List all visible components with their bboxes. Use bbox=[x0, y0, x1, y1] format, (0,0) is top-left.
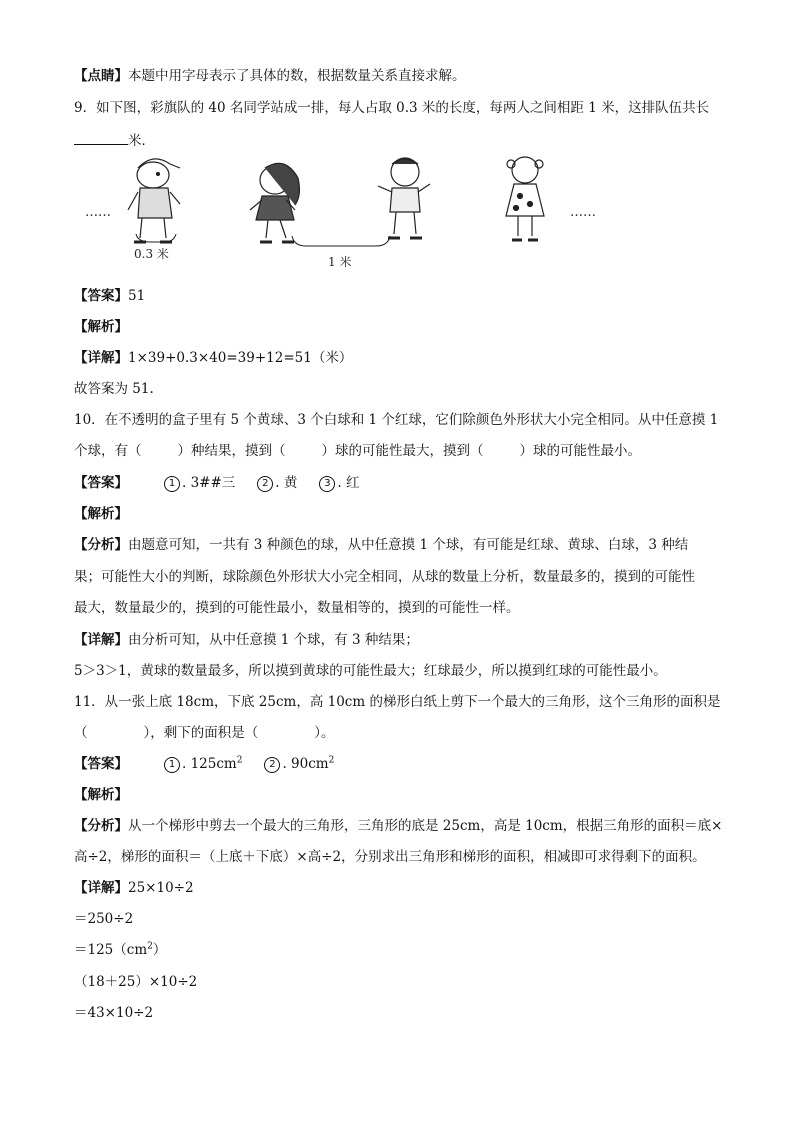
q11-detail-3-close: ） bbox=[152, 942, 167, 958]
superscript: 2 bbox=[236, 755, 243, 766]
q11-jiexi: 【解析】 bbox=[74, 787, 128, 803]
q9-figure bbox=[80, 150, 620, 280]
analysis-tag: 【分析】 bbox=[74, 537, 128, 553]
q10-analysis-1 bbox=[74, 535, 688, 555]
q11-analysis-1 bbox=[74, 816, 722, 836]
answer-tag: 【答案】 bbox=[74, 756, 128, 772]
q10-stem-part-c: ）球的可能性最大，摸到（ bbox=[321, 443, 484, 459]
circled-number: 3 bbox=[319, 476, 335, 492]
q11-analysis-2: 高÷2，梯形的面积＝（上底＋下底）×高÷2，分别求出三角形和梯形的面积，相减即可求得剩下的面积。 bbox=[74, 849, 706, 865]
q9-stem: 9．如下图，彩旗队的 40 名同学站成一排，每人占取 0.3 米的长度，每两人之间相距 1 米，这排队伍共长 bbox=[74, 100, 710, 116]
q10-answer bbox=[74, 473, 359, 493]
q11-stem-2 bbox=[74, 723, 335, 743]
label-width: 0.3 米 bbox=[134, 247, 169, 261]
q10-answer-1: . 3##三 bbox=[182, 475, 236, 491]
answer-tag: 【答案】 bbox=[74, 288, 128, 304]
q9-answer-value: 51 bbox=[128, 288, 146, 304]
q10-stem-part-b: ）种结果，摸到（ bbox=[177, 443, 286, 459]
q11-stem-part-c: ）。 bbox=[314, 725, 335, 741]
q9-blank bbox=[74, 130, 128, 145]
q11-detail-3 bbox=[74, 940, 166, 960]
student-girl-dress bbox=[506, 157, 544, 240]
q10-detail-text: 由分析可知，从中任意摸 1 个球，有 3 种结果； bbox=[128, 632, 419, 648]
q11-analysis-text-1: 从一个梯形中剪去一个最大的三角形，三角形的底是 25cm，高是 10cm，根据三角形的面积＝底× bbox=[128, 818, 723, 834]
width-bracket bbox=[136, 234, 176, 242]
label-gap: 1 米 bbox=[328, 255, 352, 269]
q10-answer-3: . 红 bbox=[337, 475, 360, 491]
circled-number: 1 bbox=[164, 757, 180, 773]
q11-answer-2: . 90cm bbox=[282, 756, 329, 772]
circled-number: 1 bbox=[164, 476, 180, 492]
dots-right: …… bbox=[570, 205, 596, 220]
q11-detail-3-text: ＝125（cm bbox=[74, 942, 148, 958]
q9-unit: 米． bbox=[128, 133, 155, 149]
q10-analysis-text-1: 由题意可知，一共有 3 种颜色的球，从中任意摸 1 个球，有可能是红球、黄球、白球，3 种结 bbox=[128, 537, 689, 553]
student-boy-waving bbox=[378, 158, 430, 238]
q9-conclusion: 故答案为 51. bbox=[74, 381, 154, 397]
q9-detail-text: 1×39+0.3×40=39+12=51（米） bbox=[128, 350, 353, 366]
circled-number: 2 bbox=[257, 476, 273, 492]
q11-detail-2: ＝250÷2 bbox=[74, 911, 134, 927]
q11-detail-4: （18＋25）×10÷2 bbox=[74, 974, 198, 990]
q10-stem-part-a: 个球，有（ bbox=[74, 443, 142, 459]
detail-tag: 【详解】 bbox=[74, 350, 128, 366]
q11-stem-1: 11．从一张上底 18cm，下底 25cm，高 10cm 的梯形白纸上剪下一个最大的三角形，这个三角形的面积是 bbox=[74, 694, 721, 710]
student-boy-cap bbox=[128, 159, 180, 242]
q10-jiexi: 【解析】 bbox=[74, 506, 128, 522]
answer-tag: 【答案】 bbox=[74, 475, 128, 491]
q9-jiexi: 【解析】 bbox=[74, 319, 128, 335]
q11-detail-1 bbox=[74, 878, 194, 898]
q10-detail-2: 5＞3＞1，黄球的数量最多，所以摸到黄球的可能性最大；红球最少，所以摸到红球的可能性最小。 bbox=[74, 663, 667, 679]
q10-stem-1: 10．在不透明的盒子里有 5 个黄球、3 个白球和 1 个红球，它们除颜色外形状大小完全相同。从中任意摸 1 bbox=[74, 412, 719, 428]
q11-answer-1: . 125cm bbox=[182, 756, 237, 772]
q9-stem-end bbox=[74, 130, 155, 151]
gap-bracket bbox=[292, 236, 390, 246]
circled-number: 2 bbox=[264, 757, 280, 773]
q10-stem-2 bbox=[74, 441, 641, 461]
analysis-tag: 【分析】 bbox=[74, 818, 128, 834]
q10-analysis-2: 果；可能性大小的判断，球除颜色外形状大小完全相同，从球的数量上分析，数量最多的，摸到的可能性 bbox=[74, 569, 695, 585]
q11-detail-5: ＝43×10÷2 bbox=[74, 1005, 154, 1021]
q11-answer bbox=[74, 754, 334, 774]
q11-stem-part-b: ），剩下的面积是（ bbox=[143, 725, 259, 741]
dots-left: …… bbox=[85, 205, 111, 220]
detail-tag: 【详解】 bbox=[74, 880, 128, 896]
q10-analysis-3: 最大，数量最少的，摸到的可能性最小，数量相等的，摸到的可能性一样。 bbox=[74, 600, 520, 616]
q10-detail-1 bbox=[74, 630, 419, 650]
dianjing-tag: 【点睛】 bbox=[74, 68, 128, 84]
dianjing-text: 本题中用字母表示了具体的数，根据数量关系直接求解。 bbox=[128, 68, 466, 84]
q9-answer bbox=[74, 286, 145, 306]
q10-answer-2: . 黄 bbox=[275, 475, 298, 491]
student-girl-ponytail bbox=[250, 163, 299, 242]
dianjing-line bbox=[74, 66, 466, 86]
q10-stem-part-d: ）球的可能性最小。 bbox=[519, 443, 641, 459]
q9-detail bbox=[74, 348, 352, 368]
q11-stem-part-a: （ bbox=[74, 725, 88, 741]
superscript: 2 bbox=[147, 941, 153, 952]
detail-tag: 【详解】 bbox=[74, 632, 128, 648]
superscript: 2 bbox=[328, 755, 335, 766]
q11-detail-text: 25×10÷2 bbox=[128, 880, 194, 896]
